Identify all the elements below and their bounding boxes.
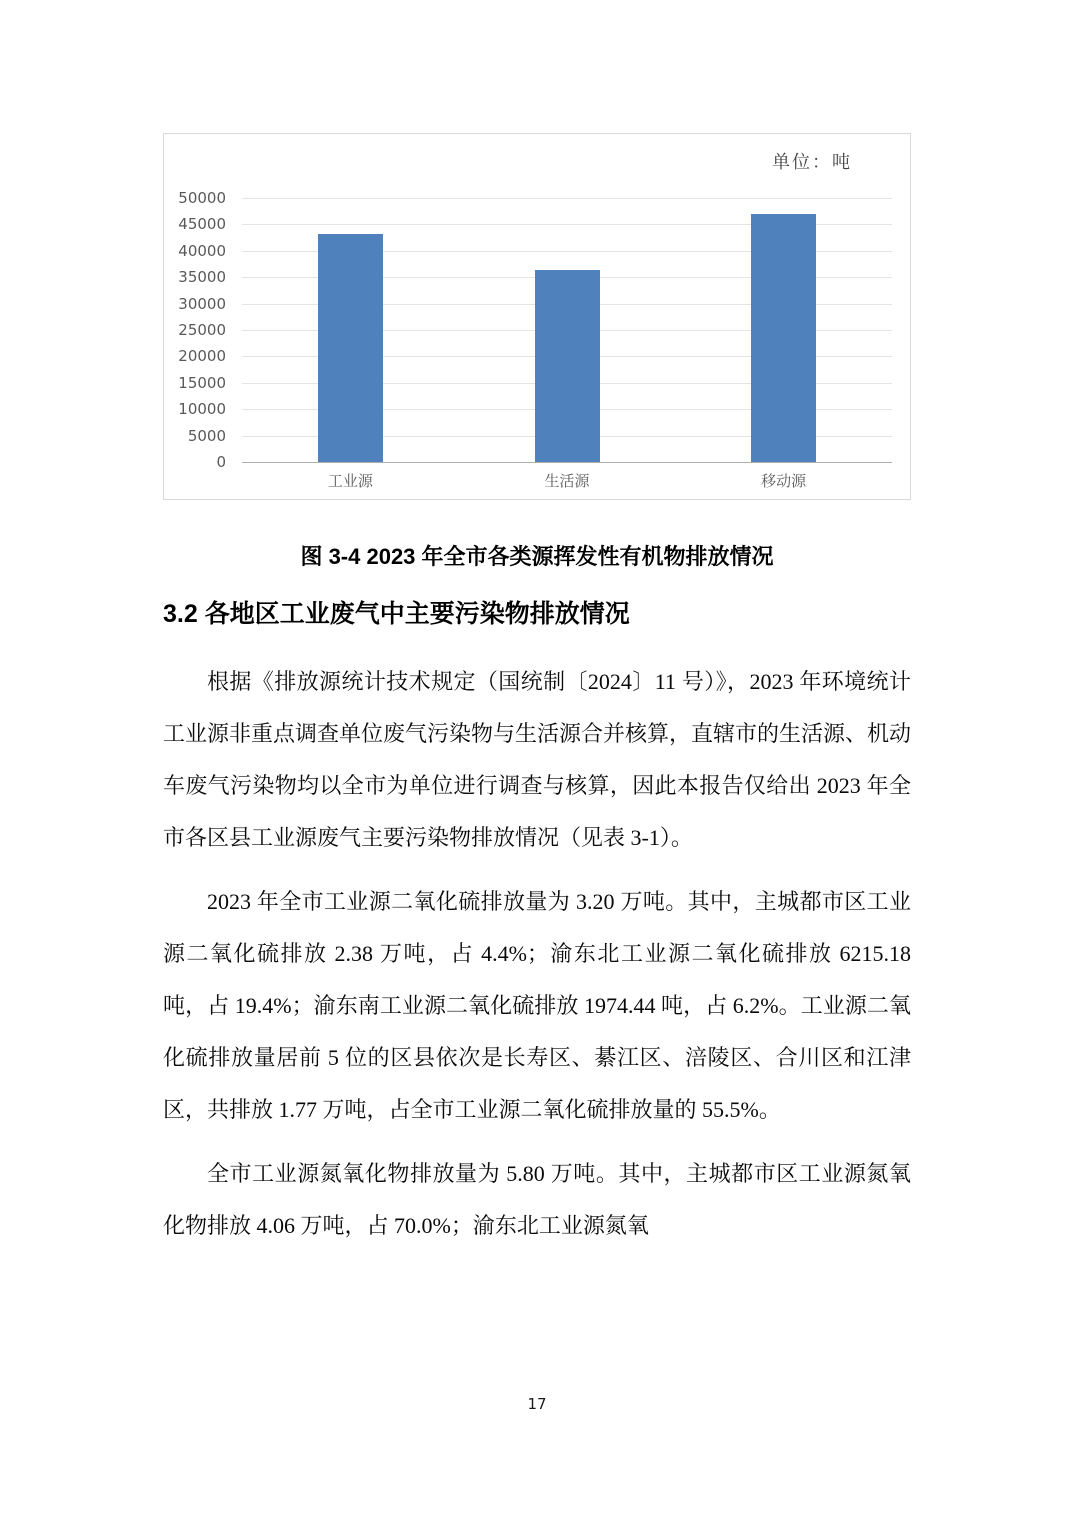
- bar-slot: [459, 198, 676, 462]
- body-paragraph: 全市工业源氮氧化物排放量为 5.80 万吨。其中，主城都市区工业源氮氧化物排放 4.06 万吨，占 70.0%；渝东北工业源氮氧: [163, 1161, 911, 1238]
- page-number: 17: [527, 1395, 547, 1413]
- y-axis-tick: 35000: [178, 268, 226, 287]
- bars-container: [242, 198, 892, 462]
- y-axis-tick: 40000: [178, 241, 226, 260]
- y-axis-tick: 15000: [178, 373, 226, 392]
- bar-mobile-source: [751, 214, 816, 462]
- section-heading: 3.2 各地区工业废气中主要污染物排放情况: [163, 600, 630, 628]
- x-axis-labels: [242, 470, 892, 491]
- y-axis-tick: 20000: [178, 347, 226, 366]
- body-paragraph: 2023 年全市工业源二氧化硫排放量为 3.20 万吨。其中，主城都市区工业源二氧化硫排放 2.38 万吨，占 4.4%；渝东北工业源二氧化硫排放 6215.18 吨，占 19.4%；渝东南工业源二氧化硫排放 1974.44 吨，占 6.2%。工业源二氧化硫排放量居前 5 位的区县依次是长寿区、綦江区、涪陵区、合川区和江津区，共排放 1.77 万吨，占全市工业源二氧化硫排放量的 55.5%。: [163, 889, 911, 1122]
- y-axis-tick: 5000: [187, 426, 226, 445]
- bar-plot-area: [242, 198, 892, 462]
- x-axis-label: 移动源: [761, 472, 807, 490]
- x-axis-line: [242, 462, 892, 463]
- x-axis-label: 生活源: [544, 472, 590, 490]
- y-axis-tick: 30000: [178, 294, 226, 313]
- y-axis-tick: 50000: [178, 189, 226, 207]
- y-axis-tick: 0: [216, 453, 226, 471]
- body-paragraph: 根据《排放源统计技术规定（国统制〔2024〕11 号）》，2023 年环境统计工业源非重点调查单位废气污染物与生活源合并核算，直辖市的生活源、机动车废气污染物均以全市为单位进行调查与核算，因此本报告仅给出 2023 年全市各区县工业源废气主要污染物排放情况（见表 3-1）。: [163, 669, 912, 850]
- x-axis-label: 工业源: [327, 472, 373, 490]
- bar-slot: [675, 198, 892, 462]
- bar-living-source: [535, 270, 600, 462]
- bar-chart-figure: [163, 133, 911, 500]
- y-axis-tick: 10000: [178, 400, 226, 419]
- chart-unit-label: 单位：吨: [772, 152, 852, 172]
- bar-industrial-source: [318, 234, 383, 462]
- y-axis-tick: 25000: [178, 321, 226, 339]
- bar-slot: [242, 198, 459, 462]
- y-axis-tick: 45000: [178, 215, 226, 234]
- figure-caption: 图 3-4 2023 年全市各类源挥发性有机物排放情况: [300, 544, 774, 569]
- body-text: [163, 656, 911, 1252]
